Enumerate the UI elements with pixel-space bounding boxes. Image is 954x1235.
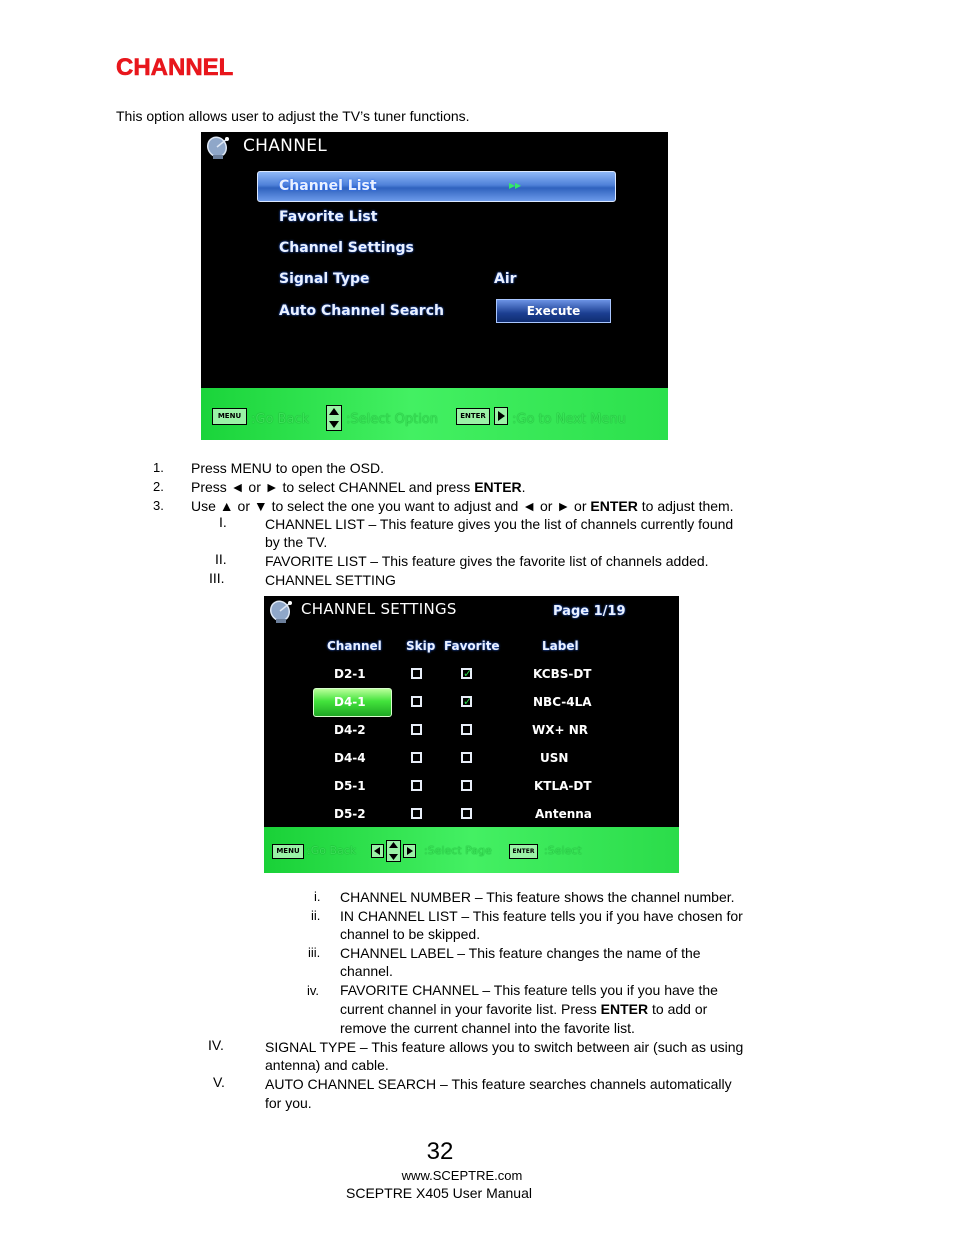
skip-checkbox[interactable] [411,724,422,735]
item-text: for you. [265,1095,312,1111]
favorite-checkbox[interactable] [461,696,472,707]
item-text: antenna) and cable. [265,1057,389,1073]
step-text-bold: ENTER [590,498,638,514]
step-number: 3. [153,498,164,513]
channel-label[interactable]: USN [540,751,569,765]
menu-item-channel-settings[interactable]: Channel Settings [279,240,414,256]
check-icon: ✓ [463,667,473,680]
item-text: channel. [340,963,393,979]
menu-key-icon: MENU [272,844,304,859]
step-text-part: Use ▲ or ▼ to select the one you want to adjust and ◄ or ► or [191,498,591,514]
channel-number[interactable]: D4-4 [334,751,366,765]
channel-osd-screenshot [201,132,668,440]
item-text [340,1000,707,1019]
roman-number: I. [219,514,227,530]
go-back-hint: :Go Back [251,412,310,427]
intro-text: This option allows user to adjust the TV’s tuner functions. [116,108,470,124]
right-arrow-key-icon [494,407,508,425]
column-header-skip: Skip [406,639,436,653]
step-text-part: Press MENU to open the OSD. [191,460,384,476]
step-text-part: to adjust them. [637,498,734,514]
execute-button[interactable]: Execute [496,299,611,323]
channel-label[interactable]: WX+ NR [532,723,589,737]
step-number: 2. [153,479,164,494]
page-indicator: Page 1/19 [553,604,626,619]
channel-label[interactable]: KCBS-DT [533,667,592,681]
step-text-part: Press ◄ or ► to select CHANNEL and press [191,479,475,495]
skip-checkbox[interactable] [411,808,422,819]
item-text-bold: ENTER [600,1001,649,1017]
channel-number[interactable]: D5-1 [334,779,366,793]
column-header-label: Label [542,639,579,653]
enter-key-icon: ENTER [509,844,538,859]
check-icon: ✓ [463,695,473,708]
step-text [191,459,384,478]
step-text [191,497,734,516]
channel-label[interactable]: Antenna [535,807,592,821]
menu-item-signal-type[interactable]: Signal Type [279,271,370,287]
item-text: CHANNEL LABEL – This feature changes the name of the [340,945,701,961]
select-option-hint: :Select Option [346,412,439,427]
favorite-checkbox[interactable] [461,724,472,735]
step-text [191,478,526,497]
go-back-hint: :Go Back [307,844,357,857]
next-menu-hint: :Go to Next Menu [512,412,626,427]
step-number: 1. [153,460,164,475]
osd-footer-bar [264,827,679,873]
item-text: channel to be skipped. [340,926,481,942]
item-text: remove the current channel into the favorite list. [340,1020,635,1036]
enter-arrow-icon: ▸▸ [509,178,522,192]
item-text-part: to add or [648,1001,708,1017]
footer-manual-title: SCEPTRE X405 User Manual [346,1185,532,1201]
channel-label[interactable]: KTLA-DT [534,779,592,793]
skip-checkbox[interactable] [411,668,422,679]
up-down-key-icon [326,405,342,431]
item-text-part: current channel in your favorite list. Press [340,1001,601,1017]
channel-number[interactable]: D4-2 [334,723,366,737]
menu-item-channel-list[interactable]: Channel List [279,178,377,194]
satellite-dish-icon [268,597,296,625]
select-page-hint: :Select Page [424,844,492,857]
osd-title: CHANNEL SETTINGS [301,600,457,618]
favorite-checkbox[interactable] [461,808,472,819]
enter-key-icon: ENTER [456,408,490,425]
channel-number[interactable]: D4-1 [334,695,366,709]
osd-footer-bar [201,388,668,440]
menu-item-auto-channel-search[interactable]: Auto Channel Search [279,303,444,319]
roman-number: V. [213,1074,225,1090]
sub-item-number: iii. [308,945,321,960]
skip-checkbox[interactable] [411,752,422,763]
favorite-checkbox[interactable] [461,780,472,791]
item-text: CHANNEL LIST – This feature gives you the list of channels currently found [265,516,734,532]
roman-number: III. [209,570,225,586]
page-heading: CHANNEL [116,54,234,81]
column-header-channel: Channel [327,639,382,653]
item-text: by the TV. [265,534,328,550]
skip-checkbox[interactable] [411,780,422,791]
item-text: FAVORITE LIST – This feature gives the favorite list of channels added. [265,553,709,569]
sub-item-number: iv. [307,983,320,998]
step-text-part: . [521,479,526,495]
item-text: CHANNEL SETTING [265,572,396,588]
item-text: CHANNEL NUMBER – This feature shows the channel number. [340,889,735,905]
direction-keys-icon [371,840,417,862]
item-text: AUTO CHANNEL SEARCH – This feature searches channels automatically [265,1076,732,1092]
menu-item-favorite-list[interactable]: Favorite List [279,209,378,225]
sub-item-number: ii. [311,908,321,923]
item-text: FAVORITE CHANNEL – This feature tells you if you have the [340,982,718,998]
page-number: 32 [426,1138,454,1165]
channel-label[interactable]: NBC-4LA [533,695,592,709]
channel-number[interactable]: D2-1 [334,667,366,681]
favorite-checkbox[interactable] [461,752,472,763]
signal-type-value: Air [494,271,517,287]
channel-number[interactable]: D5-2 [334,807,366,821]
step-text-bold: ENTER [474,479,522,495]
skip-checkbox[interactable] [411,696,422,707]
item-text: SIGNAL TYPE – This feature allows you to switch between air (such as using [265,1039,744,1055]
footer-website: www.SCEPTRE.com [401,1168,523,1183]
favorite-checkbox[interactable] [461,668,472,679]
roman-number: II. [215,551,227,567]
osd-title: CHANNEL [243,136,328,156]
item-text: IN CHANNEL LIST – This feature tells you if you have chosen for [340,908,743,924]
column-header-favorite: Favorite [444,639,500,653]
channel-settings-osd-screenshot [264,596,679,873]
satellite-dish-icon [205,133,233,161]
select-hint: :Select [544,844,582,857]
roman-number: IV. [208,1037,224,1053]
menu-key-icon: MENU [212,408,247,425]
sub-item-number: i. [314,889,321,904]
